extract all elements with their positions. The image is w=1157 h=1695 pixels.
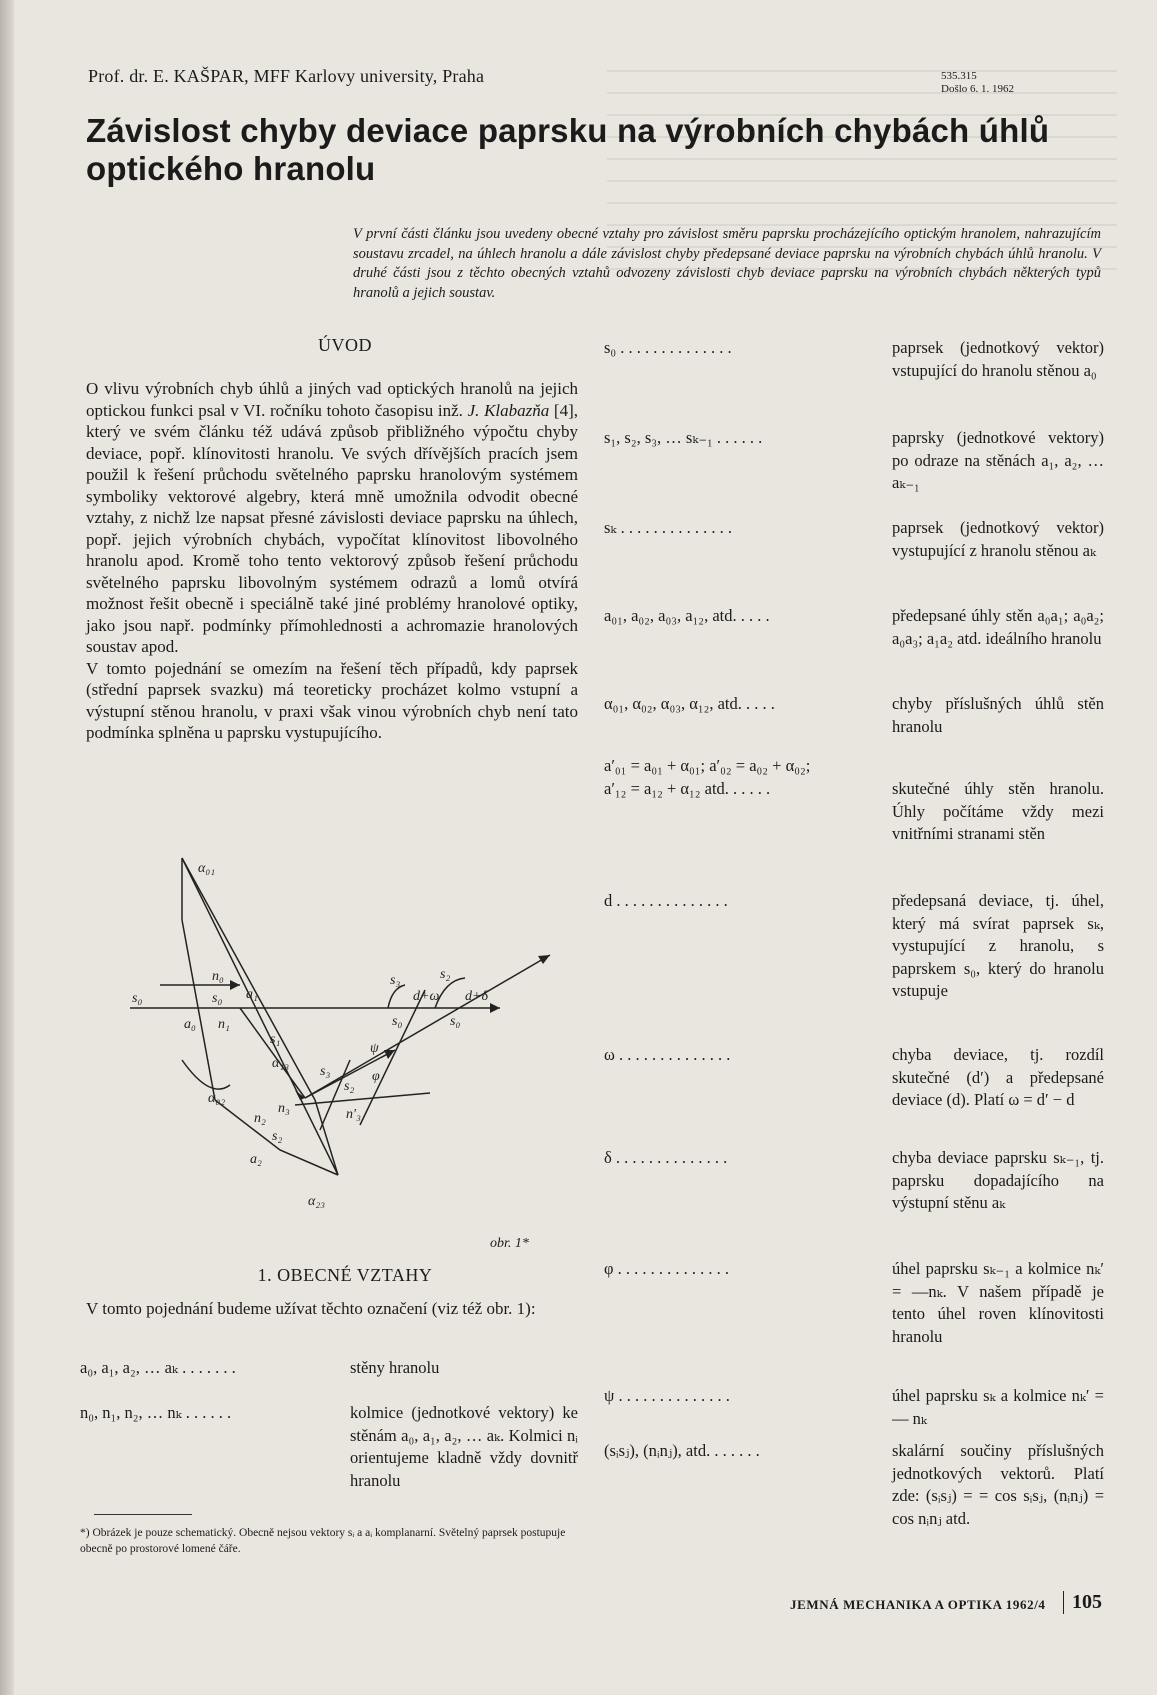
section-1-heading: 1. OBECNÉ VZTAHY <box>257 1265 433 1285</box>
fig-label-s0a: s₀ <box>132 991 143 1006</box>
right-def-description: předepsaná deviace, tj. úhel, který má svírat paprsek sₖ, vystupující z hranolu, s paprskem s₀, který do hranolu vstupuje <box>892 891 1104 1000</box>
right-def-description: úhel paprsku sₖ₋₁ a kolmice nₖ′ = —nₖ. V našem případě je tento úhel roven klínovitosti hranolu <box>892 1259 1104 1346</box>
page-spine-shadow <box>0 0 14 1695</box>
right-def-symbol: (sᵢsⱼ), (nᵢnⱼ), atd. . . . . . . <box>604 1441 760 1460</box>
cited-author: J. Klabazňa <box>467 400 550 420</box>
right-def-description: skalární součiny příslušných jednotkových vektorů. Platí zde: (sᵢsⱼ) = = cos sᵢsⱼ, (nᵢnⱼ) = cos nᵢnⱼ atd. <box>892 1441 1104 1528</box>
right-def-description: chyba deviace, tj. rozdíl skutečné (d′) a předepsané deviace (d). Platí ω = d′ − d <box>892 1045 1104 1109</box>
intro-p1-part-b: [4], který ve svém článku též udává způsob přibližného výpočtu chyby deviace, popř. klínovitosti hranolu. Ve svých dřívějších pracích jsem použil k řešení průchodu světelného paprsku hranolovým systémem symboliky vektorové algebry, která mně umožnila odvodit obecné vztahy, z nichž lze napsat přesné závislosti deviace paprsku na úhlech, popř. jejich výrobních chybách, vypočítat klínovitost libovolného hranolu apod. Kromě toho tento vektorový způsob řešení průchodu světelného paprsku libovolným systémem odrazů a lomů otvírá možnost řešit obecně i speciálně také jiné problémy hranolové optiky, jako jsou např. podmínky přímohlednosti a achromazie hranolových soustav apod. <box>86 400 578 656</box>
right-def-symbol: φ . . . . . . . . . . . . . . <box>604 1259 730 1278</box>
right-def-description: paprsek (jednotkový vektor) vystupující z hranolu stěnou aₖ <box>892 518 1104 560</box>
normal-n3-prime <box>360 990 425 1125</box>
face-a3 <box>182 858 338 1175</box>
fig-label-psi: ψ <box>370 1041 379 1056</box>
intro-p1-part-a: O vlivu výrobních chyb úhlů a jiných vad optických hranolů na jejich optickou funkci psal v VI. ročníku tohoto časopisu inž. <box>86 379 578 420</box>
arrow-s0 <box>490 1003 500 1013</box>
right-def-description: chyba deviace paprsku sₖ₋₁, tj. paprsku dopadajícího na výstupní stěnu aₖ <box>892 1148 1104 1212</box>
arrow-n0 <box>230 980 240 990</box>
udc-block <box>941 70 1014 96</box>
figure-caption: obr. 1* <box>490 1236 529 1251</box>
fig-label-a01: α₀₁ <box>198 861 216 876</box>
right-def-description: úhel paprsku sₖ a kolmice nₖ′ = — nₖ <box>892 1386 1104 1428</box>
fig-label-n1: n₁ <box>218 1017 230 1032</box>
right-def-description: předepsané úhly stěn a₀a₁; a₀a₂; a₀a₃; a₁a₂ atd. ideálního hranolu <box>892 606 1104 648</box>
intro-text <box>86 378 578 744</box>
left-def-symbol: n₀, n₁, n₂, … nₖ . . . . . . <box>80 1403 232 1422</box>
udc-code: 535.315 <box>941 70 977 82</box>
fig-label-s0d: s₀ <box>450 1014 461 1029</box>
arrow-exit <box>538 955 550 964</box>
right-def-symbol: s₀ . . . . . . . . . . . . . . <box>604 338 732 357</box>
fig-label-a02: α₀₂ <box>208 1091 226 1106</box>
fig-label-a23: α₂₃ <box>308 1194 326 1209</box>
right-def-symbol: d . . . . . . . . . . . . . . <box>604 891 728 910</box>
prism-diagram <box>120 850 560 1270</box>
right-def-symbol: s₁, s₂, s₃, … sₖ₋₁ . . . . . . <box>604 428 763 447</box>
face-a1 <box>182 858 315 1100</box>
fig-label-n3-prime: n′₃ <box>346 1107 361 1122</box>
left-def-symbol: a₀, a₁, a₂, … aₖ . . . . . . . <box>80 1358 236 1377</box>
section-1-intro: V tomto pojednání budeme užívat těchto označení (viz též obr. 1): <box>86 1299 536 1318</box>
footnote: *) Obrázek je pouze schematický. Obecně nejsou vektory sᵢ a aᵢ komplanarní. Světelný paprsek postupuje obecně po prostorové lomené čáře. <box>80 1527 566 1555</box>
fig-label-n3: n₃ <box>278 1101 290 1116</box>
right-def-description: skutečné úhly stěn hranolu. Úhly počítáme vždy mezi vnitřními stranami stěn <box>892 779 1104 843</box>
fig-label-n0: n₀ <box>212 969 224 984</box>
intro-paragraph-1 <box>86 378 578 658</box>
fig-label-s3b: s₃ <box>320 1064 331 1079</box>
fig-label-s0c: s₀ <box>392 1014 403 1029</box>
fig-label-a1: a₁ <box>246 987 258 1002</box>
angle-arc-dw <box>388 985 405 1008</box>
right-def-symbol: sₖ . . . . . . . . . . . . . . <box>604 518 732 537</box>
fig-label-s2a: s₂ <box>440 967 451 982</box>
right-def-symbol: ψ . . . . . . . . . . . . . . <box>604 1386 730 1405</box>
right-def-symbol: a′₀₁ = a₀₁ + α₀₁; a′₀₂ = a₀₂ + α₀₂; <box>604 756 811 775</box>
fig-label-dw: d+ω <box>413 989 440 1004</box>
right-def-symbol: a₀₁, a₀₂, a₀₃, a₁₂, atd. . . . . <box>604 606 770 625</box>
footnote-rule <box>94 1514 192 1515</box>
author-line: Prof. dr. E. KAŠPAR, MFF Karlovy university, Praha <box>88 66 485 86</box>
abstract: V první části článku jsou uvedeny obecné vztahy pro závislost směru paprsku procházejícího optickým hranolem, nahrazujícím soustavu zrcadel, na úhlech hranolu a dále závislost chyby předepsané deviace paprsku na výrobních chybách úhlů hranolu. V druhé části jsou z těchto obecných vztahů odvozeny závislosti chyb deviace paprsku na výrobních chybách některých typů hranolů a jejich soustav. <box>353 226 1101 301</box>
fig-label-s2c: s₂ <box>272 1129 283 1144</box>
left-def-description: stěny hranolu <box>350 1358 440 1377</box>
fig-label-a0: a₀ <box>184 1017 196 1032</box>
exit-ray <box>305 955 550 1098</box>
right-def-description: paprsky (jednotkové vektory) po odraze na stěnách a₁, a₂, … aₖ₋₁ <box>892 428 1104 492</box>
fig-label-s2b: s₂ <box>344 1079 355 1094</box>
right-def-symbol: δ . . . . . . . . . . . . . . <box>604 1148 728 1167</box>
fig-label-s0b: s₀ <box>212 991 223 1006</box>
fig-label-phi: φ <box>372 1069 380 1084</box>
fig-label-a13: α₁₃ <box>272 1056 290 1071</box>
face-a0 <box>182 920 215 1100</box>
left-def-description: kolmice (jednotkové vektory) ke stěnám a₀, a₁, a₂, … aₖ. Kolmici nᵢ orientujeme kladně vždy dovnitř hranolu <box>350 1403 578 1490</box>
right-def-description: chyby příslušných úhlů stěn hranolu <box>892 694 1104 736</box>
received-date: Došlo 6. 1. 1962 <box>941 83 1015 95</box>
journal-footer: JEMNÁ MECHANIKA A OPTIKA 1962/4 <box>790 1597 1046 1612</box>
right-def-symbol: a′₁₂ = a₁₂ + α₁₂ atd. . . . . . <box>604 779 771 798</box>
intro-paragraph-2: V tomto pojednání se omezím na řešení těch případů, kdy paprsek (střední paprsek svazku) má teoreticky procházet kolmo vstupní a výstupní stěnou hranolu, v praxi však vinou výrobních chyb není tato podmínka splněna u paprsku vystupujícího. <box>86 658 578 742</box>
fig-label-s3a: s₃ <box>390 973 401 988</box>
fig-label-n2: n₂ <box>254 1111 266 1126</box>
right-def-symbol: α₀₁, α₀₂, α₀₃, α₁₂, atd. . . . . <box>604 694 775 713</box>
right-def-symbol: ω . . . . . . . . . . . . . . <box>604 1045 731 1064</box>
face-a23 <box>315 1100 338 1175</box>
fig-label-dd: d+δ <box>465 989 488 1004</box>
right-def-description: paprsek (jednotkový vektor) vstupující do hranolu stěnou a₀ <box>892 338 1104 380</box>
angle-arc-a02 <box>182 1060 230 1089</box>
angle-arc-dd <box>435 978 465 1008</box>
page-number: 105 <box>1063 1591 1102 1614</box>
fig-label-s1: s₁ <box>270 1032 281 1047</box>
fig-label-a2: a₂ <box>250 1152 262 1167</box>
article-title: Závislost chyby deviace paprsku na výrobních chybách úhlů optického hranolu <box>86 112 1050 187</box>
intro-heading: ÚVOD <box>318 335 372 355</box>
